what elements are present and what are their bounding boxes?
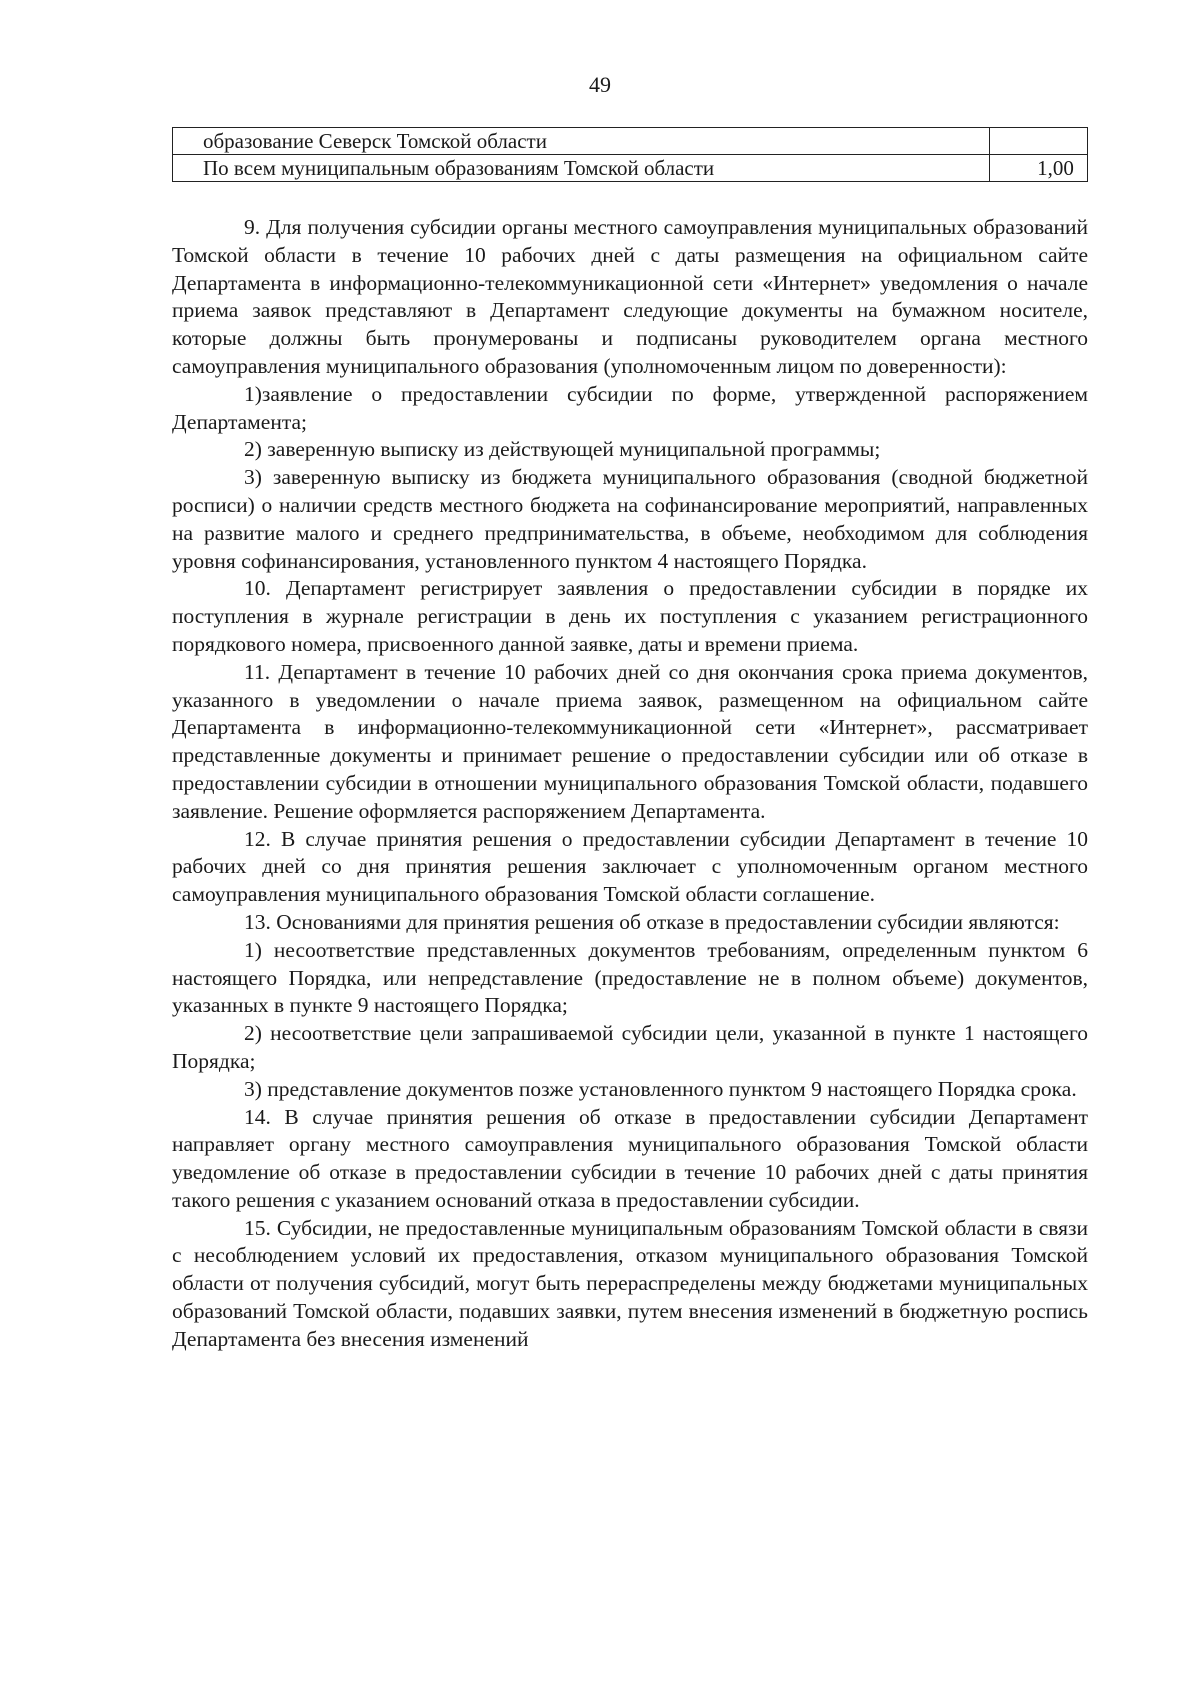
- paragraph-13-item-1: 1) несоответствие представленных документов требованиям, определенным пунктом 6 настоящего Порядка, или непредставление (предоставление не в полном объеме) документов, указанных в пункте 9 настоящего Порядка;: [172, 937, 1088, 1018]
- paragraph-10: 10. Департамент регистрирует заявления о предоставлении субсидии в порядке их поступления в журнале регистрации в день их поступления с указанием регистрационного порядкового номера, присвоенного данной заявке, даты и времени приема.: [172, 576, 1088, 656]
- paragraph-12: 12. В случае принятия решения о предоставлении субсидии Департамент в течение 10 рабочих дней со дня принятия решения заключает с уполномоченным органом местного самоуправления муниципального образования Томской области соглашение.: [172, 826, 1088, 907]
- paragraph-9-item-2: 2) заверенную выписку из действующей муниципальной программы;: [244, 437, 881, 462]
- page-number: 49: [589, 72, 611, 97]
- table-row: [173, 128, 1088, 155]
- paragraph-13: 13. Основаниями для принятия решения об отказе в предоставлении субсидии являются:: [244, 909, 1060, 934]
- paragraph-9: 9. Для получения субсидии органы местного самоуправления муниципальных образований Томской области в течение 10 рабочих дней с даты размещения на официальном сайте Департамента в информационно-телекоммуникационной сети «Интернет» уведомления о начале приема заявок представляют в Департамент следующие документы на бумажном носителе, которые должны быть пронумерованы и подписаны руководителем органа местного самоуправления муниципального образования (уполномоченным лицом по доверенности):: [172, 215, 1088, 378]
- table-cell-value: 1,00: [990, 155, 1088, 182]
- table-row: [173, 155, 1088, 182]
- table-cell-value: [990, 128, 1088, 155]
- paragraph-13-item-2: 2) несоответствие цели запрашиваемой субсидии цели, указанной в пункте 1 настоящего Порядка;: [172, 1021, 1088, 1073]
- table-cell-municipality: образование Северск Томской области: [173, 128, 990, 155]
- paragraph-9-item-3: 3) заверенную выписку из бюджета муниципального образования (сводной бюджетной росписи) о наличии средств местного бюджета на софинансирование мероприятий, направленных на развитие малого и среднего предпринимательства, в объеме, необходимом для соблюдения уровня софинансирования, установленного пунктом 4 настоящего Порядка.: [172, 465, 1088, 573]
- paragraph-15: 15. Субсидии, не предоставленные муниципальным образованиям Томской области в связи с несоблюдением условий их предоставления, отказом муниципального образования Томской области от получения субсидий, могут быть перераспределены между бюджетами муниципальных образований Томской области, подавших заявки, путем внесения изменений в бюджетную роспись Департамента без внесения изменений: [172, 1215, 1088, 1351]
- subsidy-distribution-table-continuation: [172, 127, 1088, 182]
- paragraph-11: 11. Департамент в течение 10 рабочих дней со дня окончания срока приема документов, указанного в уведомлении о начале приема заявок, размещенном на официальном сайте Департамента в информационно-телекоммуникационной сети «Интернет», рассматривает представленные документы и принимает решение о предоставлении субсидии или об отказе в предоставлении субсидии в отношении муниципального образования Томской области, подавшего заявление. Решение оформляется распоряжением Департамента.: [172, 659, 1088, 823]
- paragraph-14: 14. В случае принятия решения об отказе в предоставлении субсидии Департамент направляет органу местного самоуправления муниципального образования Томской области уведомление об отказе в предоставлении субсидии в течение 10 рабочих дней с даты принятия такого решения с указанием оснований отказа в предоставлении субсидии.: [172, 1104, 1088, 1212]
- document-body: [172, 214, 1088, 1354]
- paragraph-9-item-1: 1)заявление о предоставлении субсидии по форме, утвержденной распоряжением Департамента;: [172, 381, 1088, 434]
- paragraph-13-item-3: 3) представление документов позже установленного пунктом 9 настоящего Порядка срока.: [244, 1076, 1077, 1101]
- table-cell-municipality: По всем муниципальным образованиям Томской области: [173, 155, 990, 182]
